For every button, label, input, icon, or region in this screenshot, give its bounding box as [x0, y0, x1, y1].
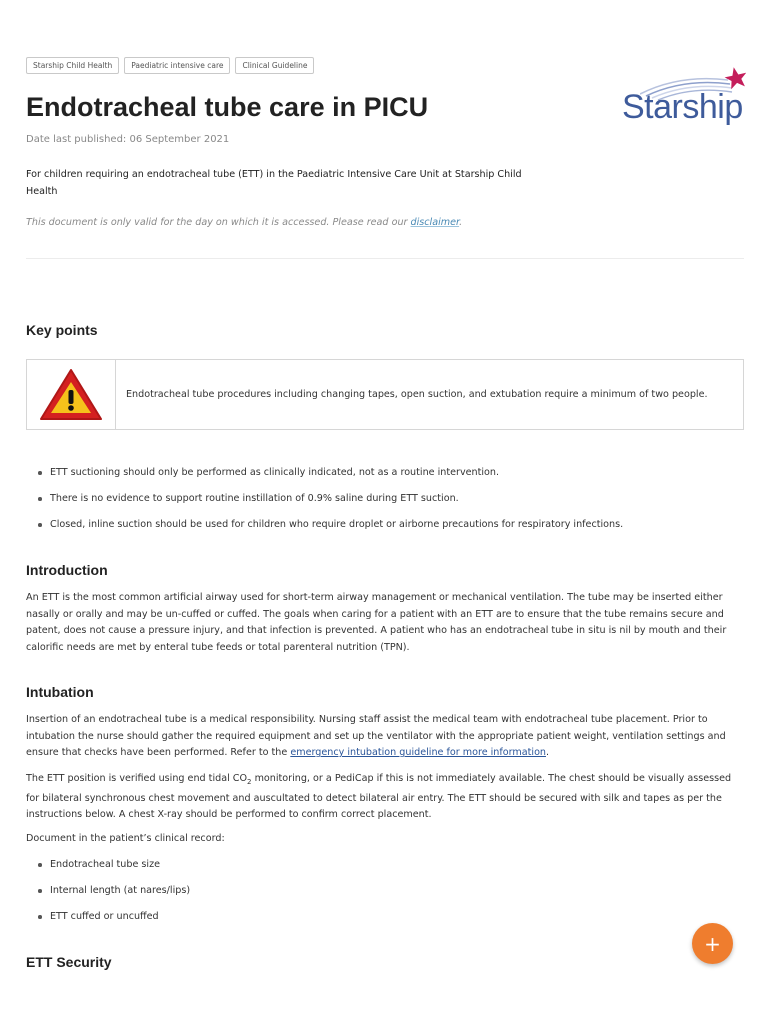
key-points-list: [26, 467, 744, 545]
introduction-text: An ETT is the most common artificial airway used for short-term airway management or mechanical ventilation. The tube may be inserted either nasally or orally and may be un-cuffed or cuffed. The goals when caring for a patient with an ETT are to ensure that the tube remains secure and patent, does not cause a pressure injury, and that infection is prevented. A patient who has an endotracheal tube in situ is nil by mouth and their calorific needs are met by enteral tube feeds or total parenteral nutrition (TPN).: [26, 592, 727, 653]
list-item: Closed, inline suction should be used for children who require droplet or airborne precautions for respiratory infections.: [26, 519, 744, 545]
intubation-paragraph-3: Document in the patient’s clinical record:: [26, 833, 225, 844]
disclaimer-note: [26, 217, 462, 228]
introduction-heading: Introduction: [26, 562, 108, 578]
emergency-intubation-link[interactable]: emergency intubation guideline for more information: [290, 747, 547, 759]
disclaimer-link[interactable]: disclaimer: [410, 217, 460, 228]
intubation-text-2b: monitoring, or a PediCap if this is not immediately available. The chest should be visually assessed for bilateral synchronous chest movement and auscultated to detect bilateral air entry. The ETT should be secured with silk and tapes as per the instructions below. A chest X-ray should be performed to confirm correct placement.: [26, 773, 732, 821]
tag-paediatric-intensive-care[interactable]: Paediatric intensive care: [124, 57, 230, 74]
list-item: ETT cuffed or uncuffed: [26, 911, 744, 937]
warning-icon: [38, 367, 104, 423]
divider: [26, 258, 744, 259]
page-title: Endotracheal tube care in PICU: [26, 92, 429, 122]
logo-wordmark: Starship: [622, 88, 743, 126]
starship-logo[interactable]: [620, 64, 746, 132]
co2-subscript: 2: [247, 777, 252, 786]
disclaimer-text: This document is only valid for the day on which it is accessed. Please read our: [26, 217, 408, 228]
list-item: ETT suctioning should only be performed as clinically indicated, not as a routine intervention.: [26, 467, 744, 493]
tag-clinical-guideline[interactable]: Clinical Guideline: [235, 57, 314, 74]
intubation-text-2a: The ETT position is verified using end tidal CO: [26, 773, 248, 784]
key-points-heading: Key points: [26, 322, 98, 338]
clinical-record-list: [26, 859, 744, 937]
intubation-text-1-end: .: [546, 747, 550, 759]
list-item: Internal length (at nares/lips): [26, 885, 744, 911]
intro-summary: For children requiring an endotracheal tube (ETT) in the Paediatric Intensive Care Unit at Starship Child Health: [26, 169, 522, 197]
ett-security-heading: ETT Security: [26, 954, 112, 970]
warning-callout: [26, 359, 744, 430]
list-item: Endotracheal tube size: [26, 859, 744, 885]
warning-icon-cell: [27, 360, 116, 429]
warning-callout-text: Endotracheal tube procedures including changing tapes, open suction, and extubation require a minimum of two people.: [126, 389, 708, 400]
disclaimer-end: .: [459, 217, 463, 228]
intubation-paragraph-1: [26, 712, 744, 762]
date-published: Date last published: 06 September 2021: [26, 134, 230, 145]
floating-add-button[interactable]: +: [692, 923, 733, 964]
intubation-paragraph-2: [26, 771, 744, 824]
intubation-text-1: Insertion of an endotracheal tube is a medical responsibility. Nursing staff assist the medical team with endotracheal tube placement. Prior to intubation the nurse should gather the required equipment and set up the ventilator with the appropriate patient weight, ventilation settings and ensure that checks have been performed. Refer to the: [26, 714, 726, 759]
tag-starship-child-health[interactable]: Starship Child Health: [26, 57, 119, 74]
intubation-heading: Intubation: [26, 684, 94, 700]
tag-list: [26, 57, 314, 74]
list-item: There is no evidence to support routine instillation of 0.9% saline during ETT suction.: [26, 493, 744, 519]
